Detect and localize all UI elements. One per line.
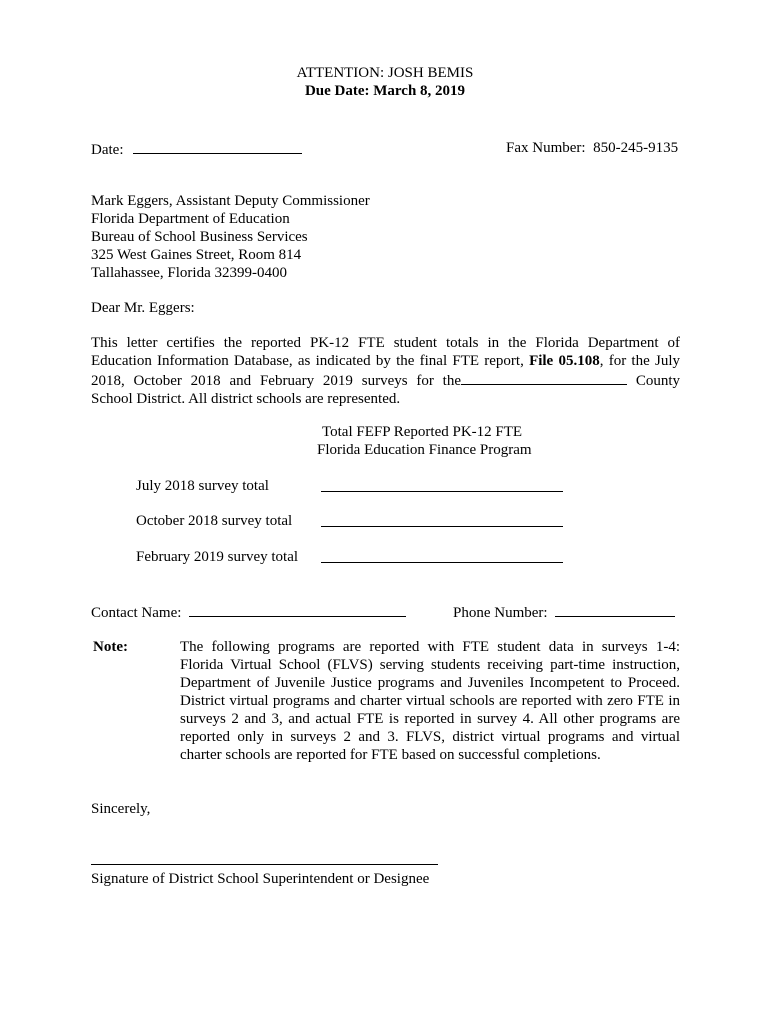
note-line-6: reported only in surveys 2 and 3. FLVS, district virtual programs and virtual xyxy=(180,729,680,745)
signature-caption: Signature of District School Superintendent or Designee xyxy=(91,871,430,887)
body-line-2-pre: Education Information Database, as indicated by the final FTE report, xyxy=(91,353,530,369)
note-line-2: Florida Virtual School (FLVS) serving students receiving part-time instruction, xyxy=(180,657,680,673)
fax-number: 850-245-9135 xyxy=(593,140,679,156)
recipient-address xyxy=(91,192,370,282)
recipient-street: 325 West Gaines Street, Room 814 xyxy=(91,247,302,263)
phone-number-row xyxy=(453,602,675,622)
totals-heading-1: Total FEFP Reported PK-12 FTE xyxy=(322,424,523,440)
note-line-5: surveys 2 and 3, and actual FTE is reported in survey 4. All other programs are xyxy=(180,711,680,727)
survey-label-october: October 2018 survey total xyxy=(136,513,293,529)
fax-row xyxy=(506,139,678,157)
note-line-3: Department of Juvenile Justice programs and Juveniles Incompetent to Proceed. xyxy=(180,675,680,691)
date-field[interactable] xyxy=(133,139,302,154)
recipient-department: Florida Department of Education xyxy=(91,211,290,227)
phone-number-field[interactable] xyxy=(555,602,675,617)
survey-label-july: July 2018 survey total xyxy=(136,478,269,494)
date-label: Date: xyxy=(91,142,124,158)
note-line-1: The following programs are reported with FTE student data in surveys 1-4: xyxy=(180,639,680,655)
note-line-4: District virtual programs and charter virtual schools are reported with zero FTE in xyxy=(180,693,680,709)
signature-line[interactable] xyxy=(91,864,438,865)
note-text xyxy=(180,638,680,764)
body-line-1: This letter certifies the reported PK-12 FTE student totals in the Florida Department of xyxy=(91,335,680,351)
closing: Sincerely, xyxy=(91,801,151,817)
phone-number-label: Phone Number: xyxy=(453,605,548,621)
body-line-2 xyxy=(91,352,680,370)
body-line-3-post: County xyxy=(635,373,680,389)
salutation: Dear Mr. Eggers: xyxy=(91,300,195,316)
file-number: File 05.108 xyxy=(529,353,600,369)
contact-name-row xyxy=(91,602,406,622)
survey-field-october[interactable] xyxy=(321,512,563,527)
body-line-3 xyxy=(91,370,680,390)
recipient-name-title: Mark Eggers, Assistant Deputy Commissioner xyxy=(91,193,370,209)
attention-line: ATTENTION: JOSH BEMIS xyxy=(296,65,474,81)
survey-field-july[interactable] xyxy=(321,477,563,492)
note-line-7: charter schools are reported for FTE based on successful completions. xyxy=(180,747,601,763)
date-row xyxy=(91,139,302,159)
survey-field-february[interactable] xyxy=(321,548,563,563)
contact-name-label: Contact Name: xyxy=(91,605,182,621)
body-line-3-pre: 2018, October 2018 and February 2019 surveys for the xyxy=(91,373,461,389)
recipient-bureau: Bureau of School Business Services xyxy=(91,229,308,245)
survey-label-february: February 2019 survey total xyxy=(136,549,299,565)
due-date: Due Date: March 8, 2019 xyxy=(304,83,466,99)
county-field[interactable] xyxy=(461,370,627,385)
totals-heading-2: Florida Education Finance Program xyxy=(317,442,532,458)
body-line-2-post: , for the July xyxy=(599,353,680,369)
fax-label: Fax Number: xyxy=(506,140,586,156)
body-paragraph xyxy=(91,334,680,408)
recipient-city: Tallahassee, Florida 32399-0400 xyxy=(91,265,287,281)
body-line-4: School District. All district schools are represented. xyxy=(91,391,401,407)
contact-name-field[interactable] xyxy=(189,602,406,617)
note-label: Note: xyxy=(93,639,128,655)
